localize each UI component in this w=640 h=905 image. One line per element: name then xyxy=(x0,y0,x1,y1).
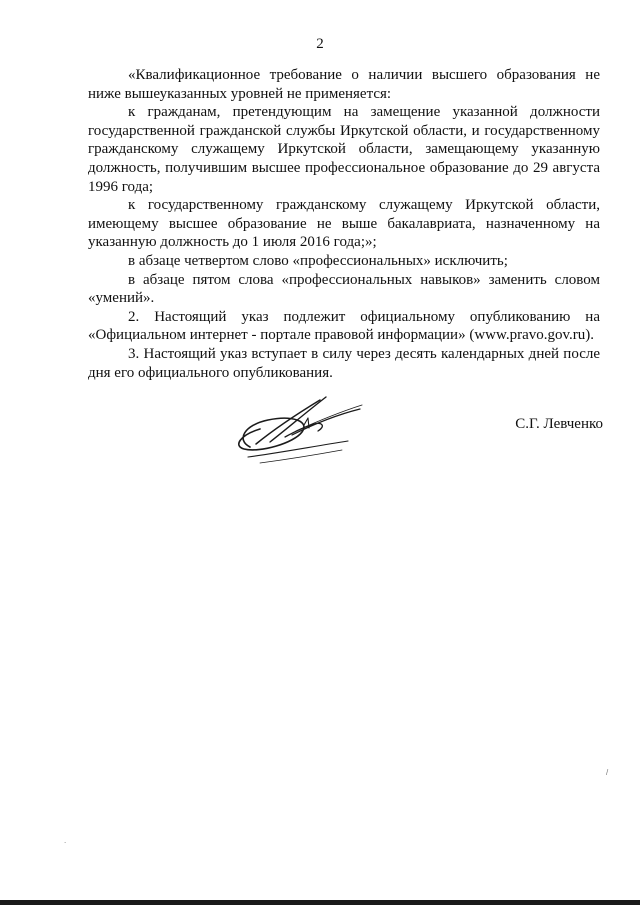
paragraph-exception-applicants: к гражданам, претендующим на замещение указанной должности государственной гражданской службы Иркутской области, и государственному гражданскому служащему Иркутской области, замещающему указанную должность, получившим высшее профессиональное образование до 29 августа 1996 года; xyxy=(88,104,600,195)
scan-bottom-edge xyxy=(0,900,640,905)
paragraph-qualification-requirement: «Квалификационное требование о наличии высшего образования не ниже вышеуказанных уровней не применяется: xyxy=(88,67,600,102)
signer-name: С.Г. Левченко xyxy=(515,416,603,432)
page-number: 2 xyxy=(316,36,324,52)
margin-scan-mark: / xyxy=(606,768,609,777)
handwritten-signature xyxy=(230,395,370,475)
paragraph-amend-fourth: в абзаце четвертом слово «профессиональных» исключить; xyxy=(128,252,508,269)
paragraph-entry-into-force: 3. Настоящий указ вступает в силу через десять календарных дней после дня его официального опубликования. xyxy=(88,345,600,381)
paragraph-publication: 2. Настоящий указ подлежит официальному опубликованию на «Официальном интернет - портале правовой информации» (www.pravo.gov.ru). xyxy=(88,308,600,344)
document-body xyxy=(88,66,600,382)
paragraph-exception-bachelor: к государственному гражданскому служащему Иркутской области, имеющему высшее образование не выше бакалавриата, назначенному на указанную должность до 1 июля 2016 года;»; xyxy=(88,197,600,251)
margin-scan-mark: . xyxy=(64,836,67,845)
paragraph-amend-fifth: в абзаце пятом слова «профессиональных навыков» заменить словом «умений». xyxy=(88,271,600,307)
